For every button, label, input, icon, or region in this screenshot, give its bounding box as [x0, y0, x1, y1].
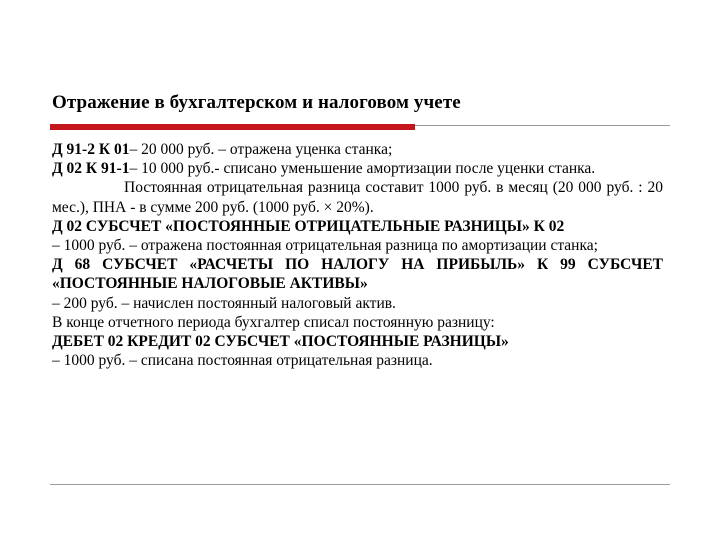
- bottom-rule: [50, 484, 670, 485]
- title-accent-bar: [50, 124, 415, 130]
- entry-5-code: ДЕБЕТ 02 КРЕДИТ 02 СУБСЧЕТ «ПОСТОЯННЫЕ РАЗНИЦЫ»: [52, 333, 509, 351]
- entry-3-text: – 1000 руб. – отражена постоянная отрицательная разница по амортизации станка;: [52, 237, 598, 255]
- note-1: Постоянная отрицательная разница составит 1000 руб. в месяц (20 000 руб. : 20 мес.), ПНА - в сумме 200 руб. (1000 руб. × 20%).: [52, 179, 663, 216]
- entry-4-text: – 200 руб. – начислен постоянный налоговый актив.: [52, 294, 396, 312]
- entry-1-code: Д 91-2 К 01: [52, 141, 130, 158]
- entry-2-code: Д 02 К 91-1: [52, 160, 130, 178]
- entry-1-text: – 20 000 руб. – отражена уценка станка;: [129, 141, 393, 158]
- slide-title: Отражение в бухгалтерском и налоговом учете: [52, 92, 461, 113]
- entry-1: [52, 140, 663, 159]
- entry-2-text: – 10 000 руб.- списано уменьшение амортизации после уценки станка.: [129, 160, 596, 178]
- entry-2: [52, 159, 663, 178]
- entry-5-text: – 1000 руб. – списана постоянная отрицательная разница.: [52, 352, 433, 370]
- note-2: В конце отчетного периода бухгалтер списал постоянную разницу:: [52, 313, 495, 331]
- slide-content: [52, 140, 663, 370]
- entry-4-code: Д 68 СУБСЧЕТ «РАСЧЕТЫ ПО НАЛОГУ НА ПРИБЫЛЬ» К 99 СУБСЧЕТ «ПОСТОЯННЫЕ НАЛОГОВЫЕ АКТИВЫ»: [52, 256, 663, 293]
- entry-3-code: Д 02 СУБСЧЕТ «ПОСТОЯННЫЕ ОТРИЦАТЕЛЬНЫЕ РАЗНИЦЫ» К 02: [52, 217, 565, 235]
